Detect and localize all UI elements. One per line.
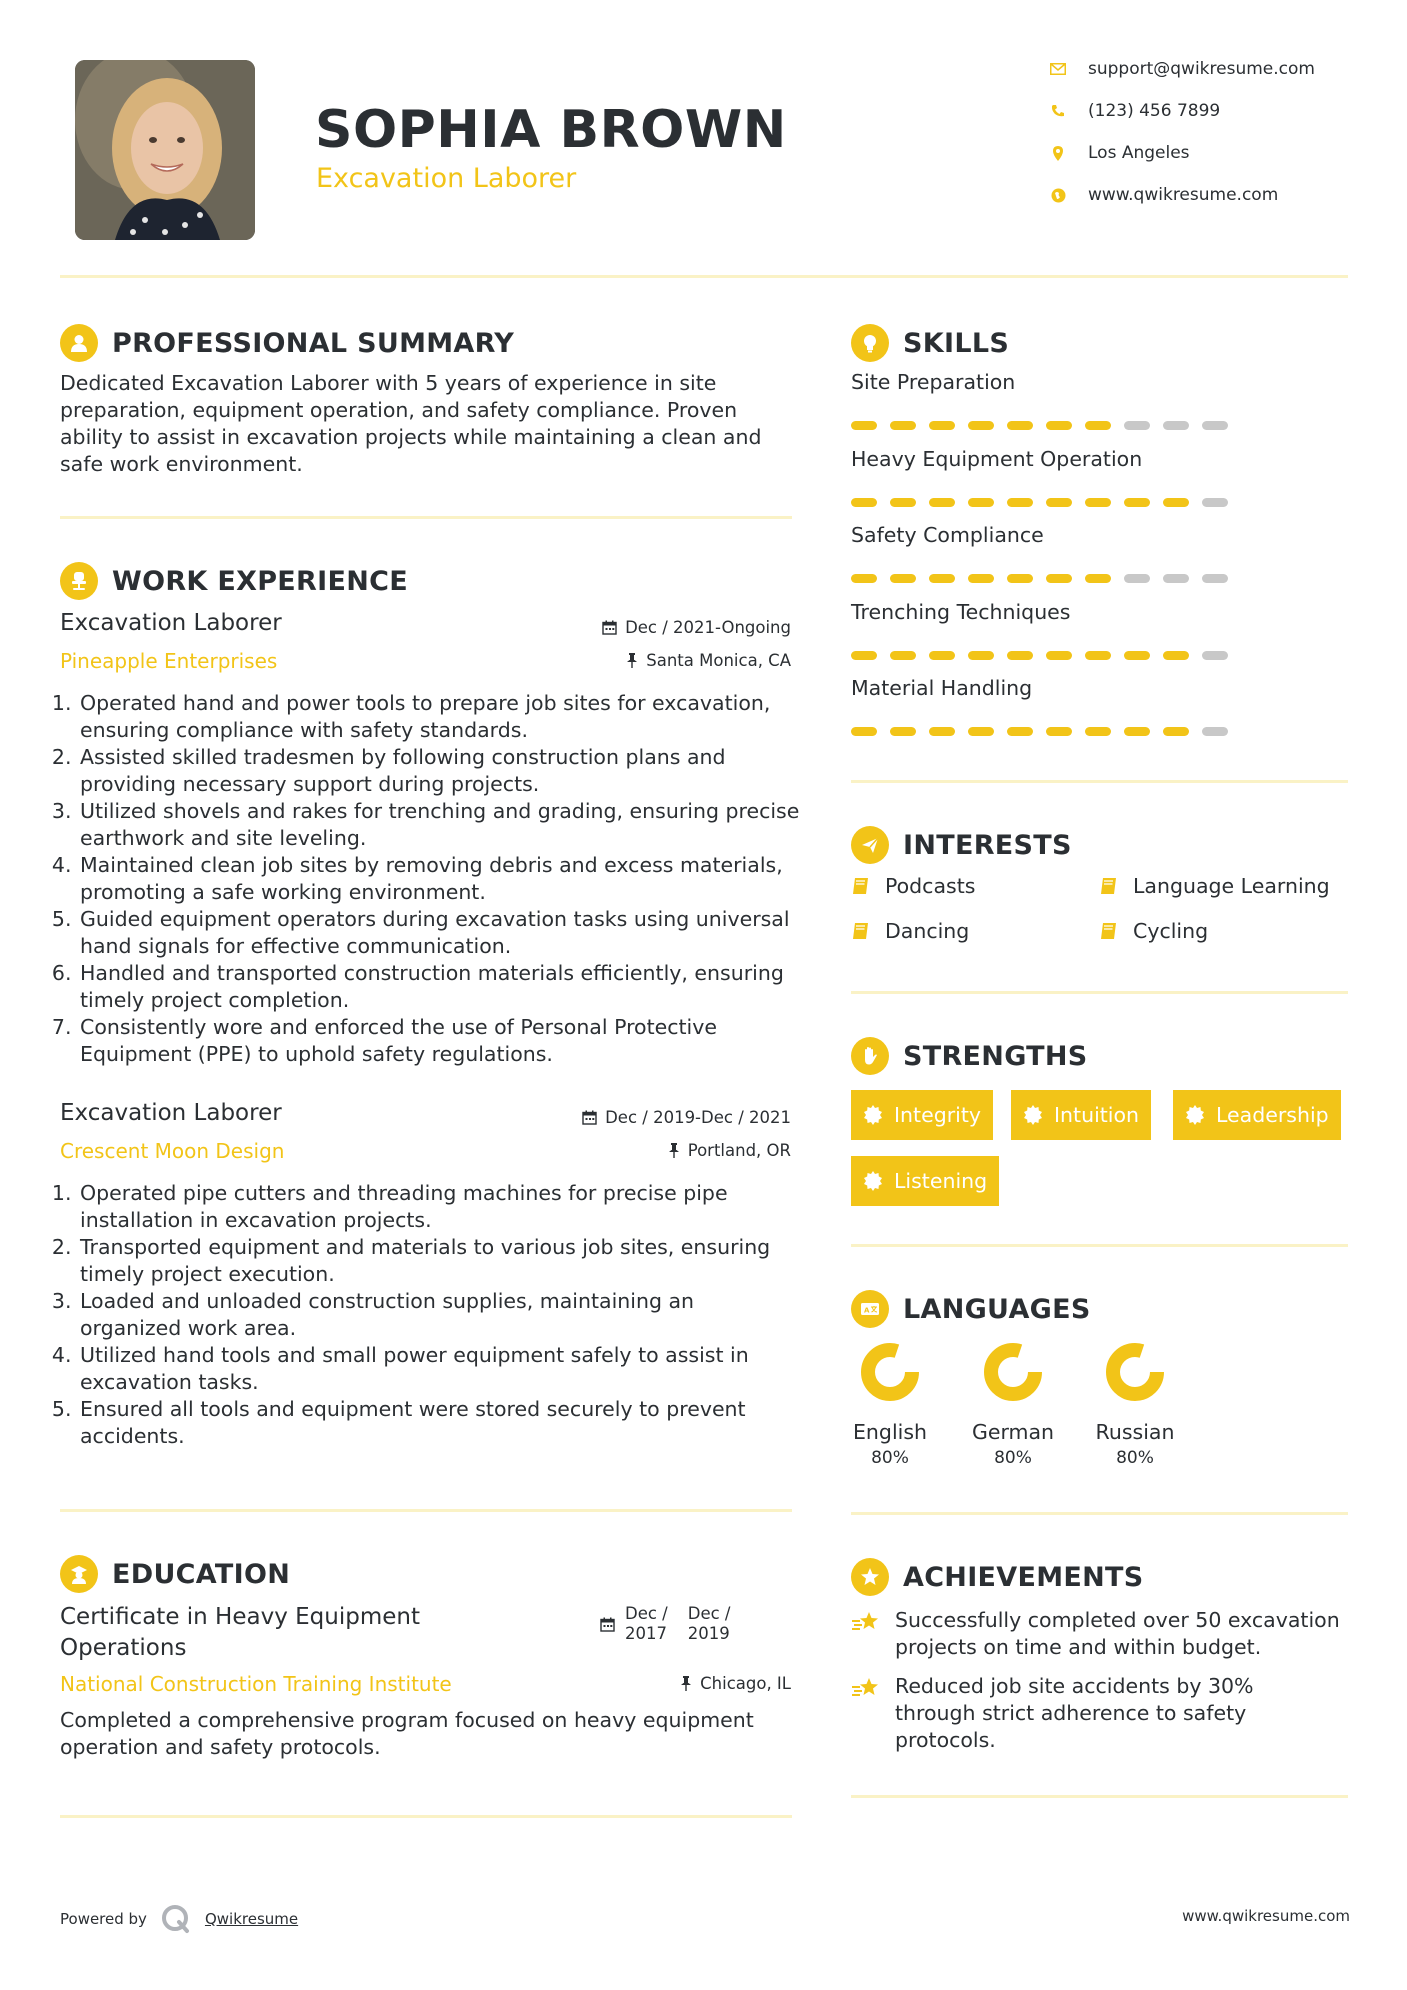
skill-dot-filled xyxy=(890,574,916,583)
education-date: Dec / 2017 Dec / 2019 xyxy=(600,1604,730,1644)
skill-dot-filled xyxy=(968,498,994,507)
badge-star-icon xyxy=(1023,1105,1043,1125)
qwikresume-link[interactable]: Qwikresume xyxy=(204,1910,299,1928)
badge-star-icon xyxy=(863,1171,883,1191)
education-location: Chicago, IL xyxy=(680,1674,791,1693)
skill-dot-filled xyxy=(929,727,955,736)
skill-dot-filled xyxy=(851,727,877,736)
education-heading: EDUCATION xyxy=(60,1555,290,1593)
svg-text:A: A xyxy=(864,1306,870,1315)
list-item: 4. Utilized hand tools and small power equipment safely to assist in excavation tasks. xyxy=(78,1342,800,1396)
job-title: Excavation Laborer xyxy=(60,610,282,636)
paper-plane-icon xyxy=(851,826,889,864)
job-date: Dec / 2019-Dec / 2021 xyxy=(582,1108,791,1127)
skill-dot-filled xyxy=(968,651,994,660)
badge-star-icon xyxy=(1185,1105,1205,1125)
office-chair-icon xyxy=(60,562,98,600)
pushpin-icon xyxy=(680,1676,692,1691)
skill-dot-filled xyxy=(1124,498,1150,507)
list-item: 1. Operated pipe cutters and threading machines for precise pipe installation in excavation projects. xyxy=(78,1180,800,1234)
achievements-divider xyxy=(851,1795,1348,1798)
job-title: Excavation Laborer xyxy=(60,1100,282,1126)
skill-dot-empty xyxy=(1202,421,1228,430)
skill-dot-filled xyxy=(929,651,955,660)
skill-name: Heavy Equipment Operation xyxy=(851,446,1143,471)
skill-dot-filled xyxy=(851,574,877,583)
job-responsibilities xyxy=(60,690,800,1068)
strengths-divider xyxy=(851,1244,1348,1247)
strength-chip: Integrity xyxy=(851,1090,993,1140)
calendar-icon xyxy=(582,1110,597,1125)
location-pin-icon xyxy=(1050,145,1066,161)
list-item: 3. Utilized shovels and rakes for trenching and grading, ensuring precise earthwork and site leveling. xyxy=(78,798,800,852)
skill-dot-filled xyxy=(1046,651,1072,660)
list-item: 5. Guided equipment operators during excavation tasks using universal hand signals for effective communication. xyxy=(78,906,800,960)
job-date: Dec / 2021-Ongoing xyxy=(602,618,791,637)
skill-dot-filled xyxy=(1046,421,1072,430)
skill-dot-filled xyxy=(1046,498,1072,507)
calendar-icon xyxy=(602,620,617,635)
globe-icon xyxy=(1050,187,1066,203)
pushpin-icon xyxy=(668,1143,680,1158)
book-icon xyxy=(1099,921,1119,941)
skill-dot-filled xyxy=(890,727,916,736)
contact-phone[interactable] xyxy=(1050,99,1220,123)
education-description: Completed a comprehensive program focused on heavy equipment operation and safety protocols. xyxy=(60,1708,754,1759)
user-icon xyxy=(60,324,98,362)
achievements-heading: ACHIEVEMENTS xyxy=(851,1558,1144,1596)
language-item xyxy=(958,1340,1068,1468)
language-item xyxy=(1080,1340,1190,1468)
strength-chip: Listening xyxy=(851,1156,999,1206)
list-item: 2. Transported equipment and materials to various job sites, ensuring timely project execution. xyxy=(78,1234,800,1288)
language-item xyxy=(835,1340,945,1468)
envelope-icon xyxy=(1050,61,1066,77)
skill-dot-empty xyxy=(1202,498,1228,507)
contact-email[interactable] xyxy=(1050,57,1315,81)
list-item: 5. Ensured all tools and equipment were stored securely to prevent accidents. xyxy=(78,1396,800,1450)
skill-rating xyxy=(851,498,1228,507)
skill-dot-filled xyxy=(1046,727,1072,736)
raised-hand-icon xyxy=(851,1037,889,1075)
skill-dot-filled xyxy=(1085,498,1111,507)
interest-item: Dancing xyxy=(851,919,969,943)
summary-text: Dedicated Excavation Laborer with 5 years of experience in site preparation, equipment operation, and safety compliance. Proven ability to assist in excavation projects while maintaining a clean and safe work environment. xyxy=(60,371,762,476)
list-item: 4. Maintained clean job sites by removing debris and excess materials, promoting a safe working environment. xyxy=(78,852,800,906)
powered-by: Powered by Qwikresume xyxy=(60,1904,298,1934)
skill-dot-filled xyxy=(890,651,916,660)
skill-dot-filled xyxy=(1163,651,1189,660)
skill-dot-filled xyxy=(1007,498,1033,507)
translate-icon xyxy=(851,1290,889,1328)
language-level: 80% xyxy=(871,1448,909,1468)
shooting-star-icon xyxy=(851,1675,881,1701)
achievement-item: Successfully completed over 50 excavation projects on time and within budget. xyxy=(851,1607,1351,1661)
list-item: 7. Consistently wore and enforced the use of Personal Protective Equipment (PPE) to uphold safety regulations. xyxy=(78,1014,800,1068)
interest-item: Podcasts xyxy=(851,874,975,898)
list-item: 1. Operated hand and power tools to prepare job sites for excavation, ensuring compliance with safety standards. xyxy=(78,690,800,744)
interests-divider xyxy=(851,991,1348,994)
contact-website-text: www.qwikresume.com xyxy=(1088,185,1279,205)
skill-dot-filled xyxy=(1085,651,1111,660)
list-item: 3. Loaded and unloaded construction supplies, maintaining an organized work area. xyxy=(78,1288,800,1342)
job-company: Pineapple Enterprises xyxy=(60,649,278,673)
footer-url[interactable]: www.qwikresume.com xyxy=(1182,1907,1350,1925)
language-name: Russian xyxy=(1095,1420,1175,1444)
candidate-title: Excavation Laborer xyxy=(316,163,577,194)
strengths-heading: STRENGTHS xyxy=(851,1037,1088,1075)
profile-photo xyxy=(75,60,255,240)
language-name: English xyxy=(852,1420,928,1444)
language-ring xyxy=(1103,1340,1167,1404)
strength-chip: Intuition xyxy=(1011,1090,1151,1140)
contact-location-text: Los Angeles xyxy=(1088,143,1190,163)
skill-dot-filled xyxy=(1085,727,1111,736)
job-company: Crescent Moon Design xyxy=(60,1139,285,1163)
language-name: German xyxy=(971,1420,1055,1444)
job-location: Portland, OR xyxy=(668,1141,791,1160)
skill-dot-filled xyxy=(1124,651,1150,660)
skill-dot-filled xyxy=(929,574,955,583)
skill-dot-empty xyxy=(1202,651,1228,660)
skill-name: Safety Compliance xyxy=(851,523,1044,547)
skills-divider xyxy=(851,780,1348,783)
education-school: National Construction Training Institute xyxy=(60,1672,452,1696)
skill-name: Material Handling xyxy=(851,676,1033,700)
skill-rating xyxy=(851,651,1228,660)
skill-rating xyxy=(851,574,1228,583)
summary-divider xyxy=(60,516,792,519)
language-ring-arc xyxy=(1113,1350,1157,1394)
list-item: 2. Assisted skilled tradesmen by following construction plans and providing necessary support during projects. xyxy=(78,744,800,798)
interests-heading: INTERESTS xyxy=(851,826,1072,864)
skill-dot-filled xyxy=(851,651,877,660)
contact-website[interactable] xyxy=(1050,183,1278,207)
skill-dot-filled xyxy=(1007,574,1033,583)
skill-dot-filled xyxy=(1007,727,1033,736)
languages-heading: A LANGUAGES xyxy=(851,1290,1091,1328)
pushpin-icon xyxy=(626,653,638,668)
skill-dot-empty xyxy=(1163,421,1189,430)
skill-dot-empty xyxy=(1163,574,1189,583)
language-ring-arc xyxy=(991,1350,1035,1394)
skill-dot-filled xyxy=(968,727,994,736)
lightbulb-icon xyxy=(851,324,889,362)
skill-name: Site Preparation xyxy=(851,370,1016,394)
skill-dot-filled xyxy=(1163,727,1189,736)
skill-dot-filled xyxy=(1085,421,1111,430)
skill-dot-filled xyxy=(1007,651,1033,660)
book-icon xyxy=(851,921,871,941)
language-ring xyxy=(858,1340,922,1404)
skill-dot-filled xyxy=(890,421,916,430)
qwikresume-logo-icon xyxy=(161,1904,191,1934)
language-ring-arc xyxy=(868,1350,912,1394)
skill-dot-filled xyxy=(851,421,877,430)
book-icon xyxy=(851,876,871,896)
skill-dot-empty xyxy=(1202,727,1228,736)
summary-heading: PROFESSIONAL SUMMARY xyxy=(60,324,514,362)
job-responsibilities xyxy=(60,1180,800,1450)
skill-dot-empty xyxy=(1202,574,1228,583)
contact-phone-text: (123) 456 7899 xyxy=(1088,101,1221,121)
calendar-icon xyxy=(600,1617,615,1632)
candidate-name: SOPHIA BROWN xyxy=(315,100,787,160)
skill-dot-filled xyxy=(1085,574,1111,583)
skill-dot-empty xyxy=(1124,574,1150,583)
book-icon xyxy=(1099,876,1119,896)
shooting-star-icon xyxy=(851,1609,881,1635)
skill-dot-filled xyxy=(1007,421,1033,430)
language-ring xyxy=(981,1340,1045,1404)
skill-name: Trenching Techniques xyxy=(851,599,1071,624)
skill-rating xyxy=(851,421,1228,430)
skill-rating xyxy=(851,727,1228,736)
skill-dot-filled xyxy=(968,421,994,430)
contact-location xyxy=(1050,141,1190,165)
contact-email-text: support@qwikresume.com xyxy=(1088,59,1315,79)
language-level: 80% xyxy=(1116,1448,1154,1468)
badge-star-icon xyxy=(863,1105,883,1125)
skill-dot-empty xyxy=(1124,421,1150,430)
strength-chip: Leadership xyxy=(1173,1090,1341,1140)
experience-divider xyxy=(60,1509,792,1512)
star-burst-icon xyxy=(851,1558,889,1596)
list-item: 6. Handled and transported construction materials efficiently, ensuring timely project completion. xyxy=(78,960,800,1014)
graduate-icon xyxy=(60,1555,98,1593)
skill-dot-filled xyxy=(1163,498,1189,507)
education-divider xyxy=(60,1815,792,1818)
skill-dot-filled xyxy=(890,498,916,507)
languages-divider xyxy=(851,1512,1348,1515)
experience-heading: WORK EXPERIENCE xyxy=(60,562,408,600)
language-level: 80% xyxy=(994,1448,1032,1468)
skill-dot-filled xyxy=(1046,574,1072,583)
skill-dot-filled xyxy=(929,498,955,507)
skill-dot-filled xyxy=(1124,727,1150,736)
skill-dot-filled xyxy=(851,498,877,507)
achievement-item: Reduced job site accidents by 30% through strict adherence to safety protocols. xyxy=(851,1673,1351,1754)
education-degree: Certificate in Heavy Equipment Operations xyxy=(60,1604,420,1661)
skill-dot-filled xyxy=(968,574,994,583)
skill-dot-filled xyxy=(929,421,955,430)
interest-item: Cycling xyxy=(1099,919,1208,943)
skills-heading: SKILLS xyxy=(851,324,1009,362)
job-location: Santa Monica, CA xyxy=(626,651,791,670)
interest-item: Language Learning xyxy=(1099,874,1330,898)
header-divider xyxy=(60,275,1348,278)
phone-icon xyxy=(1050,103,1066,119)
